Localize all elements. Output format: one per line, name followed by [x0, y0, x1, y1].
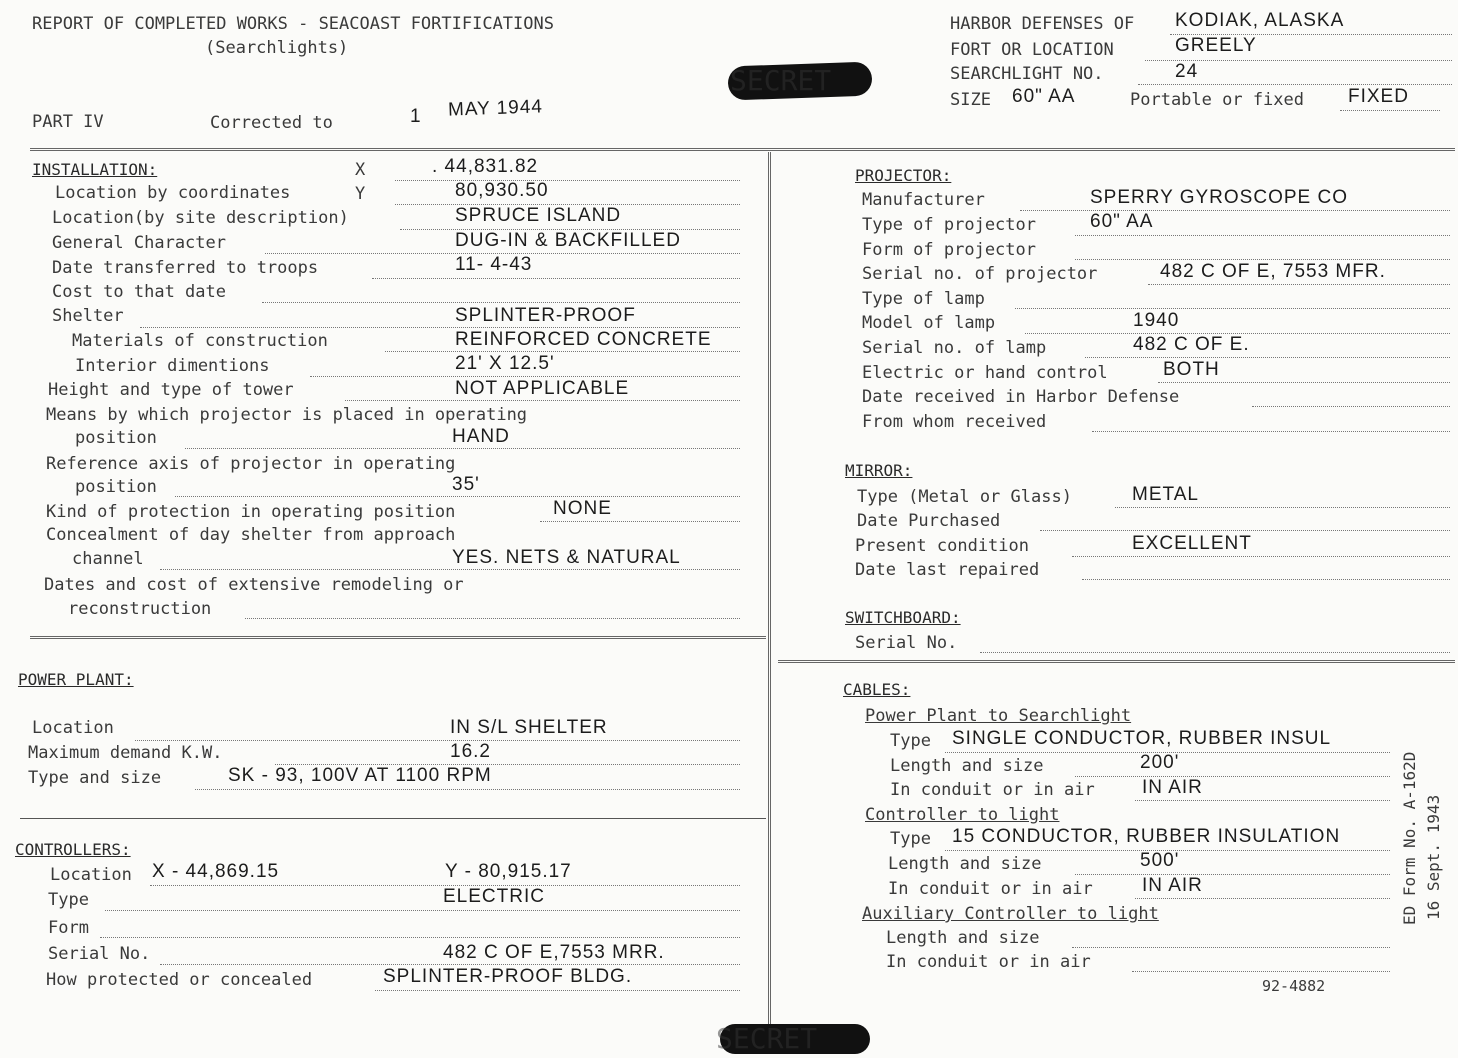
site-value: SPRUCE ISLAND [455, 205, 622, 226]
proj-date-received-label: Date received in Harbor Defense [862, 387, 1180, 407]
mirror-purchased-label: Date Purchased [857, 511, 1001, 531]
ctl-protected-label: How protected or concealed [46, 970, 313, 990]
proj-control-value: BOTH [1163, 359, 1220, 380]
switchboard-serial-label: Serial No. [855, 633, 958, 653]
ctl-form-label: Form [48, 918, 89, 938]
searchlight-value: 24 [1175, 61, 1199, 82]
proj-manufacturer-label: Manufacturer [862, 190, 985, 210]
cables-ctl-conduit-label: In conduit or in air [888, 879, 1093, 899]
interior-label: Interior dimentions [75, 356, 270, 376]
harbor-value: KODIAK, ALASKA [1175, 10, 1345, 31]
proj-lamp-type-label: Type of lamp [862, 289, 985, 309]
char-label: General Character [52, 233, 226, 253]
mirror-type-value: METAL [1132, 484, 1199, 505]
cables-ctl-conduit-value: IN AIR [1142, 875, 1203, 896]
corrected-date: MAY 1944 [447, 96, 544, 121]
shelter-value: SPLINTER-PROOF [455, 305, 636, 326]
report-title: REPORT OF COMPLETED WORKS - SEACOAST FORTIFICATIONS [32, 14, 554, 34]
harbor-label: HARBOR DEFENSES OF [950, 14, 1135, 34]
y-label: Y [355, 184, 366, 204]
proj-lamp-model-value: 1940 [1133, 310, 1180, 331]
conceal-label-2: channel [72, 549, 144, 569]
cables-pp-conduit-value: IN AIR [1142, 777, 1203, 798]
corrected-day: 1 [410, 106, 422, 127]
ref-label-2: position [75, 477, 157, 497]
dates-label: Dates and cost of extensive remodeling or [44, 575, 464, 595]
cables-pp-length-label: Length and size [890, 756, 1044, 776]
proj-lamp-serial-label: Serial no. of lamp [862, 338, 1047, 358]
height-label: Height and type of tower [48, 380, 294, 400]
pp-max-value: 16.2 [450, 741, 491, 762]
ctl-location-label: Location [50, 865, 132, 885]
mirror-condition-value: EXCELLENT [1132, 533, 1252, 554]
center-rule [768, 152, 771, 1032]
proj-type-value: 60" AA [1090, 211, 1154, 232]
proj-serial-value: 482 C OF E, 7553 MFR. [1160, 261, 1386, 282]
date-transfer-label: Date transferred to troops [52, 258, 319, 278]
shelter-label: Shelter [52, 306, 124, 326]
pp-location-label: Location [32, 718, 114, 738]
portable-value: FIXED [1348, 86, 1409, 107]
char-value: DUG-IN & BACKFILLED [455, 230, 681, 251]
x-label: X [355, 160, 366, 180]
conceal-value: YES. NETS & NATURAL [452, 547, 681, 568]
document-number: 92-4882 [1262, 977, 1326, 995]
form-number: ED Form No. A-162D [1400, 751, 1419, 925]
ctl-type-value: ELECTRIC [443, 886, 545, 907]
proj-type-label: Type of projector [862, 215, 1036, 235]
pp-type-value: SK - 93, 100V AT 1100 RPM [228, 765, 492, 786]
part-label: PART IV [32, 112, 104, 132]
site-label: Location(by site description) [52, 208, 349, 228]
pp-location-value: IN S/L SHELTER [450, 717, 608, 738]
x-value: . 44,831.82 [432, 156, 539, 177]
ref-label: Reference axis of projector in operating [46, 454, 456, 474]
cables-pp-type-value: SINGLE CONDUCTOR, RUBBER INSUL [952, 728, 1332, 749]
proj-lamp-serial-value: 482 C OF E. [1133, 334, 1250, 355]
cables-pp-type-label: Type [890, 731, 931, 751]
pp-max-label: Maximum demand K.W. [28, 743, 223, 763]
fort-value: GREELY [1175, 35, 1257, 56]
materials-value: REINFORCED CONCRETE [455, 329, 712, 350]
kind-label: Kind of protection in operating position [46, 502, 456, 522]
controllers-heading: CONTROLLERS: [15, 840, 131, 859]
means-label: Means by which projector is placed in operating [46, 405, 528, 425]
cables-ctl-length-label: Length and size [888, 854, 1042, 874]
cables-pp-heading: Power Plant to Searchlight [865, 706, 1132, 726]
proj-form-label: Form of projector [862, 240, 1036, 260]
cables-ctl-heading: Controller to light [865, 805, 1060, 825]
proj-lamp-model-label: Model of lamp [862, 313, 996, 333]
corrected-label: Corrected to [210, 113, 333, 133]
installation-end-rule [30, 636, 766, 639]
ctl-serial-value: 482 C OF E,7553 MRR. [443, 942, 665, 963]
cables-ctl-type-value: 15 CONDUCTOR, RUBBER INSULATION [952, 826, 1341, 847]
proj-control-label: Electric or hand control [862, 363, 1108, 383]
searchlight-label: SEARCHLIGHT NO. [950, 64, 1104, 84]
switchboard-heading: SWITCHBOARD: [845, 608, 961, 627]
cables-aux-heading: Auxiliary Controller to light [862, 904, 1159, 924]
mirror-heading: MIRROR: [845, 461, 913, 480]
cables-ctl-type-label: Type [890, 829, 931, 849]
ctl-location-x: X - 44,869.15 [152, 861, 280, 882]
kind-value: NONE [553, 498, 612, 519]
top-rule [30, 148, 1455, 151]
ctl-type-label: Type [48, 890, 89, 910]
mirror-condition-label: Present condition [855, 536, 1029, 556]
interior-value: 21' X 12.5' [455, 353, 555, 374]
date-transfer-value: 11- 4-43 [455, 254, 533, 275]
portable-label: Portable or fixed [1130, 90, 1304, 110]
cables-aux-length-label: Length and size [886, 928, 1040, 948]
switchboard-end-rule [778, 660, 1455, 663]
cables-aux-conduit-label: In conduit or in air [886, 952, 1091, 972]
installation-heading: INSTALLATION: [32, 160, 158, 179]
mirror-type-label: Type (Metal or Glass) [857, 487, 1072, 507]
ref-value: 35' [452, 474, 480, 495]
ctl-protected-value: SPLINTER-PROOF BLDG. [383, 966, 633, 987]
height-value: NOT APPLICABLE [455, 378, 630, 399]
size-label: SIZE [950, 90, 991, 110]
proj-from-label: From whom received [862, 412, 1047, 432]
form-date: 16 Sept. 1943 [1424, 794, 1443, 920]
projector-heading: PROJECTOR: [855, 166, 952, 185]
ctl-location-y: Y - 80,915.17 [445, 861, 572, 882]
fort-label: FORT OR LOCATION [950, 40, 1114, 60]
stamp-text-top: SECRET [730, 64, 832, 97]
means-label-2: position [75, 428, 157, 448]
proj-manufacturer-value: SPERRY GYROSCOPE CO [1090, 187, 1348, 208]
y-value: 80,930.50 [455, 180, 549, 201]
proj-serial-label: Serial no. of projector [862, 264, 1098, 284]
means-value: HAND [452, 426, 510, 447]
power-plant-heading: POWER PLANT: [18, 670, 134, 689]
power-plant-end-rule [20, 818, 766, 819]
cost-label: Cost to that date [52, 282, 226, 302]
cables-ctl-length-value: 500' [1140, 850, 1180, 871]
report-subtitle: (Searchlights) [205, 38, 349, 58]
pp-type-label: Type and size [28, 768, 162, 788]
stamp-text-bottom: SECRET [716, 1022, 818, 1055]
cables-pp-conduit-label: In conduit or in air [890, 780, 1095, 800]
cables-pp-length-value: 200' [1140, 752, 1180, 773]
materials-label: Materials of construction [72, 331, 328, 351]
ctl-serial-label: Serial No. [48, 944, 151, 964]
size-value: 60" AA [1012, 86, 1076, 107]
conceal-label: Concealment of day shelter from approach [46, 525, 456, 545]
cables-heading: CABLES: [843, 680, 911, 699]
dates-label-2: reconstruction [68, 599, 212, 619]
mirror-repaired-label: Date last repaired [855, 560, 1040, 580]
coord-label: Location by coordinates [55, 183, 291, 203]
